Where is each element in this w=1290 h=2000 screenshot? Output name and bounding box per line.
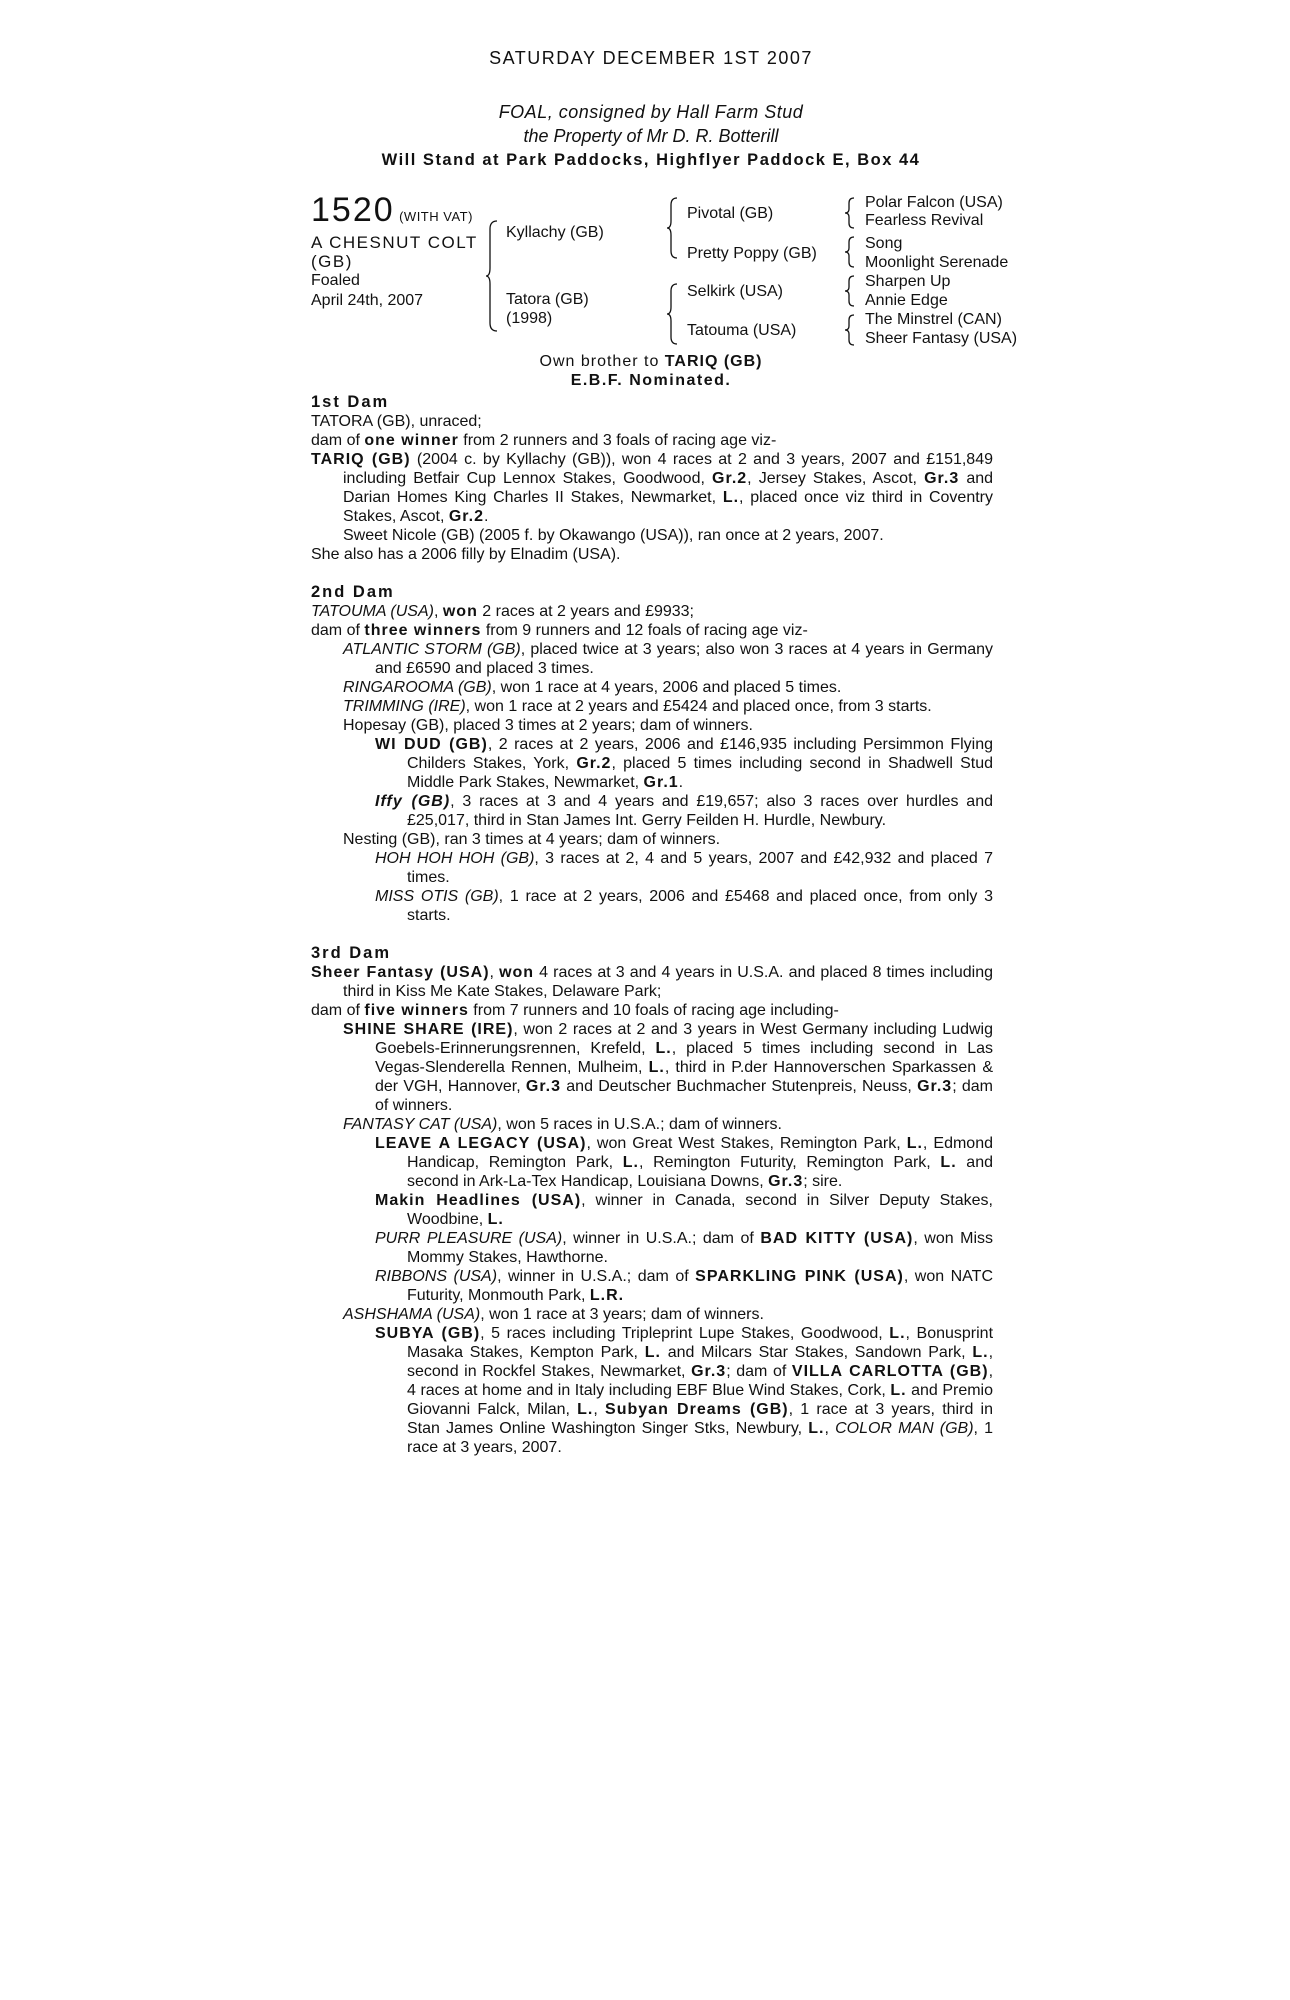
emphasis-run: HOH HOH HOH (GB) <box>375 850 535 867</box>
pedigree-brace-pretty-poppy <box>844 236 857 268</box>
emphasis-run: Gr.3 <box>768 1173 804 1190</box>
leave-a-legacy-entry <box>375 1134 993 1191</box>
text-run: , third in P.der Hannoverschen Sparkassen & der VGH, Hannover, <box>375 1059 993 1095</box>
text-run: , <box>824 1420 836 1437</box>
text-run: 4 races at 3 and 4 years in U.S.A. and placed 8 times including third in Kiss Me Kate Stakes, Delaware Park; <box>343 964 994 1000</box>
emphasis-run: Makin Headlines (USA) <box>375 1192 582 1209</box>
pedigree-sharpen-up: Sharpen Up <box>865 273 951 290</box>
emphasis-run: BAD KITTY (USA) <box>760 1230 914 1247</box>
emphasis-run: Iffy (GB) <box>375 793 451 810</box>
emphasis-run: Subyan Dreams (GB) <box>605 1401 789 1418</box>
emphasis-run: Gr.2 <box>448 508 484 525</box>
text-run: , Jersey Stakes, Ascot, <box>747 470 925 487</box>
emphasis-run: won <box>499 964 535 981</box>
emphasis-run: SHINE SHARE (IRE) <box>343 1021 514 1038</box>
sweet-nicole-entry: Sweet Nicole (GB) (2005 f. by Okawango (USA)), ran once at 2 years, 2007. <box>343 527 884 544</box>
emphasis-run: Sheer Fantasy (USA) <box>311 964 490 981</box>
emphasis-run: L.R. <box>589 1287 625 1304</box>
emphasis-run: Gr.3 <box>525 1078 562 1095</box>
pedigree-moonlight-serenade: Moonlight Serenade <box>865 254 1009 271</box>
stand-line: Will Stand at Park Paddocks, Highflyer Paddock E, Box 44 <box>381 151 921 169</box>
emphasis-run: Gr.2 <box>576 755 612 772</box>
foaling-date: April 24th, 2007 <box>311 292 424 309</box>
emphasis-run: L. <box>940 1154 957 1171</box>
pedigree-brace-selkirk <box>844 275 857 307</box>
text-run: (2004 c. by Kyllachy (GB)), won 4 races at 2 and 3 years, 2007 and £151,849 including Betfair Cup Lennox Stakes, Goodwood, <box>343 451 994 487</box>
pedigree-brace-tatouma <box>844 314 857 346</box>
dam-name: Tatora (GB) <box>506 291 589 308</box>
trimming-entry <box>343 697 932 716</box>
dam-year: (1998) <box>506 310 553 327</box>
emphasis-run: L. <box>972 1344 989 1361</box>
own-brother-note: Own brother to TARIQ (GB) <box>539 353 763 370</box>
third-dam-produce-summary: dam of five winners from 7 runners and 10 foals of racing age including- <box>311 1002 839 1019</box>
dam-dam: Tatouma (USA) <box>687 322 797 339</box>
pedigree-brace-pivotal <box>844 197 857 229</box>
emphasis-run: L. <box>906 1135 923 1152</box>
emphasis-run: L. <box>644 1344 661 1361</box>
emphasis-run: TRIMMING (IRE) <box>343 698 466 715</box>
text-run: , winner in U.S.A.; dam of <box>497 1268 696 1285</box>
second-dam-produce-summary: dam of three winners from 9 runners and 12 foals of racing age viz- <box>311 622 808 639</box>
second-dam-line: TATOUMA (USA), won 2 races at 2 years and £9933; <box>311 603 694 620</box>
pedigree-polar-falcon: Polar Falcon (USA) <box>865 194 1003 211</box>
hopesay-entry: Hopesay (GB), placed 3 times at 2 years; dam of winners. <box>343 717 753 734</box>
text-run: , <box>489 964 500 981</box>
emphasis-run: Gr.1 <box>643 774 679 791</box>
emphasis-run: L. <box>808 1420 825 1437</box>
text-run: , winner in U.S.A.; dam of <box>562 1230 761 1247</box>
miss-otis-entry <box>375 887 993 925</box>
text-run: , won 2 races at 2 and 3 years in West Germany including Ludwig Goebels-Erinnerungsrennen, Krefeld, <box>375 1021 994 1057</box>
text-run: , 2 races at 2 years, 2006 and £146,935 including Persimmon Flying Childers Stakes, York, <box>407 736 993 772</box>
emphasis-run: RIBBONS (USA) <box>375 1268 498 1285</box>
text-run: and Milcars Star Stakes, Sandown Park, <box>660 1344 973 1361</box>
emphasis-run: L. <box>655 1040 672 1057</box>
emphasis-run: L. <box>890 1382 907 1399</box>
text-run: , Bonusprint Masaka Stakes, Kempton Park, <box>407 1325 994 1361</box>
text-run: , placed 5 times including second in Las Vegas-Slenderella Rennen, Mulheim, <box>375 1040 993 1076</box>
text-run: ; sire. <box>803 1173 843 1190</box>
subya-entry <box>375 1324 993 1457</box>
emphasis-run: ASHSHAMA (USA) <box>343 1306 481 1323</box>
emphasis-run: SUBYA (GB) <box>375 1325 481 1342</box>
pedigree-song: Song <box>865 235 903 252</box>
fantasy-cat-entry <box>343 1115 782 1134</box>
emphasis-run: COLOR MAN (GB) <box>835 1420 974 1437</box>
consignor-line: FOAL, consigned by Hall Farm Stud <box>498 102 804 122</box>
text-run: , 3 races at 2, 4 and 5 years, 2007 and £42,932 and placed 7 times. <box>407 850 993 886</box>
makin-headlines-entry <box>375 1191 993 1229</box>
text-run: , won 1 race at 3 years; dam of winners. <box>480 1306 764 1323</box>
text-run: , 3 races at 3 and 4 years and £19,657; also 3 races over hurdles and £25,017, third in Stan James Int. Gerry Feilden H. Hurdle, Newbury. <box>407 793 993 829</box>
pedigree-annie-edge: Annie Edge <box>865 292 948 309</box>
sire-dam: Pretty Poppy (GB) <box>687 245 817 262</box>
text-run: , Remington Futurity, Remington Park, <box>638 1154 941 1171</box>
emphasis-run: MISS OTIS (GB) <box>375 888 499 905</box>
emphasis-run: SPARKLING PINK (USA) <box>695 1268 904 1285</box>
lot-number: 1520 <box>311 191 395 229</box>
atlantic-storm-entry <box>343 640 993 678</box>
foaled-label: Foaled <box>311 272 360 289</box>
third-dam-heading: 3rd Dam <box>311 944 392 962</box>
vat-label: (WITH VAT) <box>399 209 473 224</box>
text-run: , won NATC Futurity, Monmouth Park, <box>407 1268 993 1304</box>
emphasis-run: L. <box>889 1325 906 1342</box>
pedigree-the-minstrel: The Minstrel (CAN) <box>865 311 1002 328</box>
tariq-name: TARIQ (GB) <box>664 353 763 370</box>
sale-date: SATURDAY DECEMBER 1ST 2007 <box>489 48 813 68</box>
emphasis-run: LEAVE A LEGACY (USA) <box>375 1135 587 1152</box>
text-run: , Edmond Handicap, Remington Park, <box>407 1135 993 1171</box>
sire-name: Kyllachy (GB) <box>506 224 604 241</box>
pedigree-brace-sire-dam <box>485 220 501 332</box>
text-run: ; dam of <box>726 1363 792 1380</box>
text-run: , placed 5 times including second in Shadwell Stud Middle Park Stakes, Newmarket, <box>407 755 994 791</box>
lot-number-block <box>311 191 473 236</box>
text-run: , placed once viz third in Coventry Stakes, Ascot, <box>343 489 993 525</box>
shine-share-entry <box>343 1020 993 1115</box>
emphasis-run: WI DUD (GB) <box>375 736 488 753</box>
iffy-entry <box>375 792 993 830</box>
wi-dud-entry <box>375 735 993 792</box>
filly-note: She also has a 2006 filly by Elnadim (USA). <box>311 546 621 563</box>
text-run: and second in Ark-La-Tex Handicap, Louisiana Downs, <box>407 1154 993 1190</box>
hoh-hoh-hoh-entry <box>375 849 993 887</box>
emphasis-run: TARIQ (GB) <box>311 451 411 468</box>
sire-sire: Pivotal (GB) <box>687 205 774 222</box>
first-dam-heading: 1st Dam <box>311 393 390 411</box>
lot-description: A CHESNUT COLT <box>311 233 478 252</box>
emphasis-run: Gr.2 <box>712 470 748 487</box>
text-run: . <box>483 508 489 525</box>
text-run: , winner in Canada, second in Silver Deputy Stakes, Woodbine, <box>407 1192 993 1228</box>
text-run: , won 5 races in U.S.A.; dam of winners. <box>497 1116 782 1133</box>
emphasis-run: RINGAROOMA (GB) <box>343 679 492 696</box>
purr-pleasure-entry <box>375 1229 993 1267</box>
text-run: , won Miss Mommy Stakes, Hawthorne. <box>407 1230 993 1266</box>
text-run: , second in Rockfel Stakes, Newmarket, <box>407 1344 994 1380</box>
property-line: the Property of Mr D. R. Botterill <box>523 126 779 146</box>
emphasis-run: L. <box>648 1059 665 1076</box>
text-run: , won 1 race at 2 years and £5424 and placed once, from 3 starts. <box>465 698 932 715</box>
ebf-note: E.B.F. Nominated. <box>570 372 732 389</box>
text-run: , 5 races including Tripleprint Lupe Stakes, Goodwood, <box>480 1325 890 1342</box>
emphasis-run: L. <box>722 489 740 506</box>
text-run: , won 1 race at 4 years, 2006 and placed 5 times. <box>491 679 842 696</box>
text-run: . <box>678 774 684 791</box>
pedigree-brace-dam <box>666 283 680 345</box>
emphasis-run: Gr.3 <box>691 1363 727 1380</box>
text-run: and Premio Giovanni Falck, Milan, <box>407 1382 993 1418</box>
second-dam-heading: 2nd Dam <box>311 583 395 601</box>
emphasis-run: PURR PLEASURE (USA) <box>375 1230 563 1247</box>
ringarooma-entry <box>343 678 841 697</box>
text-run: , 1 race at 3 years, 2007. <box>407 1420 994 1456</box>
emphasis-run: L. <box>577 1401 594 1418</box>
emphasis-run: ATLANTIC STORM (GB) <box>343 641 521 658</box>
text-run: , 4 races at home and in Italy including EBF Blue Wind Stakes, Cork, <box>407 1363 994 1399</box>
text-run: and Darian Homes King Charles II Stakes, Newmarket, <box>343 470 994 506</box>
pedigree-brace-sire <box>666 197 680 259</box>
emphasis-run: VILLA CARLOTTA (GB) <box>791 1363 989 1380</box>
ribbons-entry <box>375 1267 993 1305</box>
ashshama-entry <box>343 1305 764 1324</box>
first-dam-line: TATORA (GB), unraced; <box>311 413 482 430</box>
emphasis-run: FANTASY CAT (USA) <box>343 1116 498 1133</box>
lot-country: (GB) <box>311 252 353 271</box>
emphasis-run: L. <box>487 1211 504 1228</box>
emphasis-run: Gr.3 <box>924 470 960 487</box>
tariq-entry <box>311 450 993 526</box>
nesting-entry: Nesting (GB), ran 3 times at 4 years; dam of winners. <box>343 831 721 848</box>
emphasis-run: Gr.3 <box>917 1078 953 1095</box>
text-run: , 1 race at 2 years, 2006 and £5468 and placed once, from only 3 starts. <box>407 888 994 924</box>
pedigree-fearless-revival: Fearless Revival <box>865 212 984 229</box>
emphasis-run: L. <box>622 1154 639 1171</box>
text-run: , 1 race at 3 years, third in Stan James Online Washington Singer Stks, Newbury, <box>407 1401 994 1437</box>
text-run: , placed twice at 3 years; also won 3 races at 4 years in Germany and £6590 and placed 3 times. <box>375 641 993 677</box>
pedigree-sheer-fantasy: Sheer Fantasy (USA) <box>865 330 1018 347</box>
dam-sire: Selkirk (USA) <box>687 283 784 300</box>
text-run: , <box>593 1401 606 1418</box>
sheer-fantasy-entry <box>311 963 993 1001</box>
first-dam-produce-summary: dam of one winner from 2 runners and 3 foals of racing age viz- <box>311 432 777 449</box>
text-run: , won Great West Stakes, Remington Park, <box>586 1135 907 1152</box>
text-run: ; dam of winners. <box>375 1078 994 1114</box>
text-run: and Deutscher Buchmacher Stutenpreis, Neuss, <box>561 1078 918 1095</box>
